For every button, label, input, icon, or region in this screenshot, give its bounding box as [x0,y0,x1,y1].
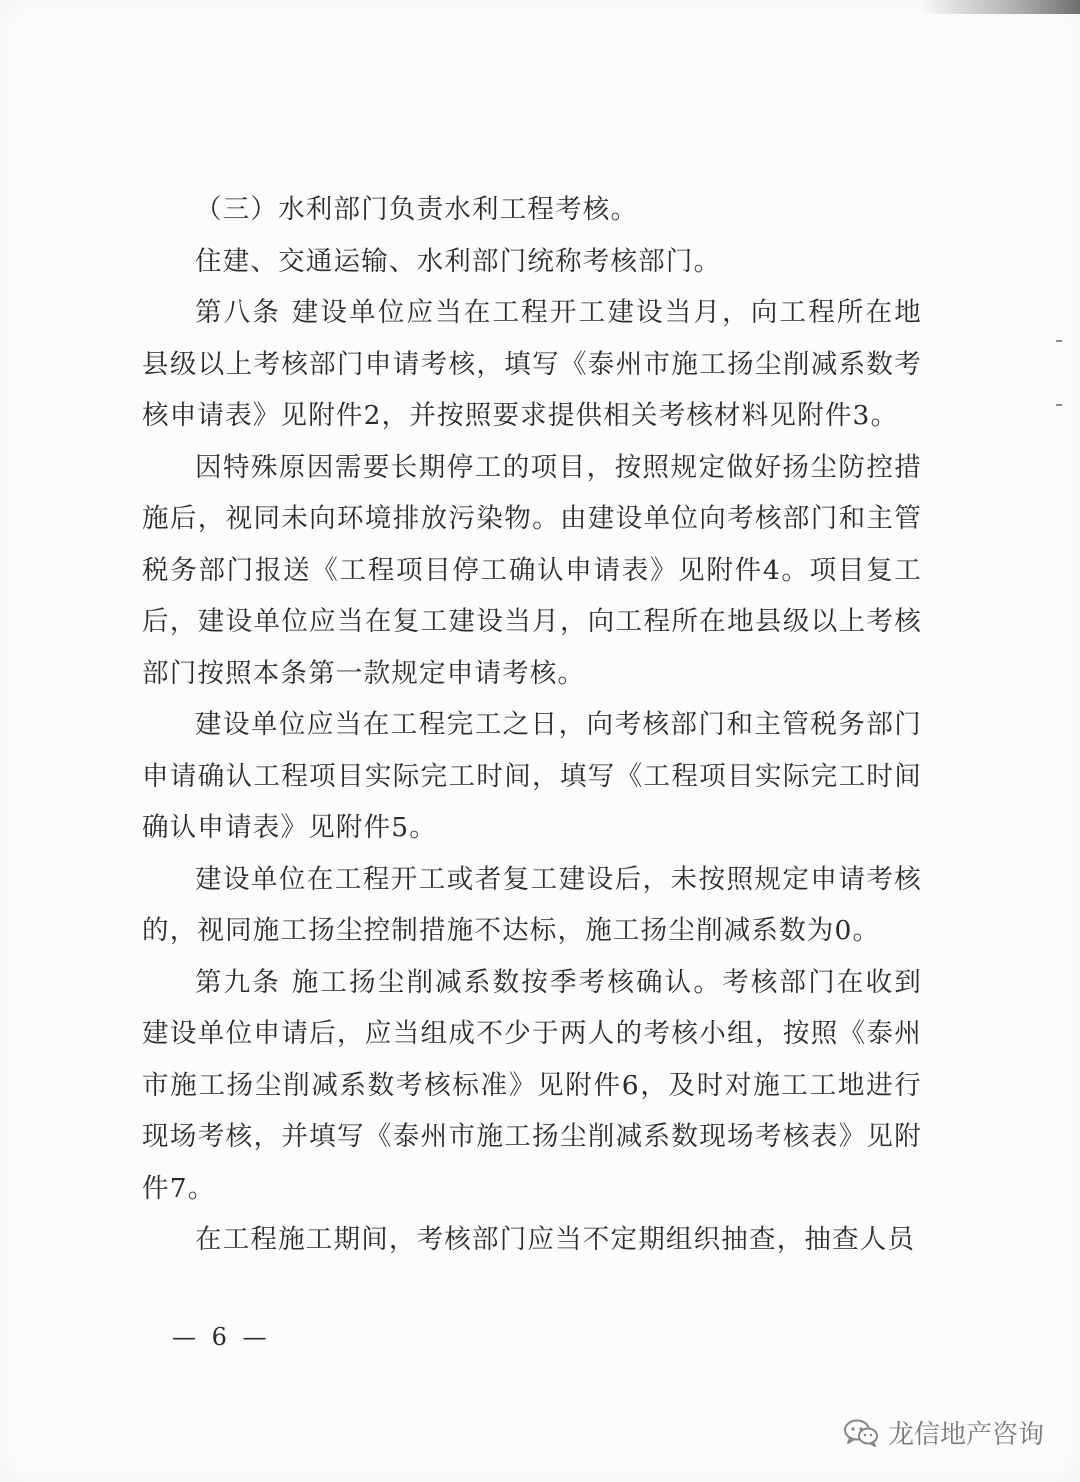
page-number: — 6 — [172,1323,271,1351]
scan-margin-mark [1056,340,1062,342]
paragraph: （三）水利部门负责水利工程考核。 [195,194,639,225]
document-body [142,184,922,1266]
watermark [844,1414,1044,1451]
watermark-text: 龙信地产咨询 [887,1420,1044,1450]
scan-margin-mark [1056,404,1062,406]
paragraph: 第九条 施工扬尘削减系数按季考核确认。考核部门在收到建设单位申请后，应当组成不少于两人的考核小组，按照《泰州市施工扬尘削减系数考核标准》见附件6，及时对施工工地进行现场考核，并填写《泰州市施工扬尘削减系数现场考核表》见附件7。 [142,966,922,1204]
paragraph: 第八条 建设单位应当在工程开工建设当月，向工程所在地县级以上考核部门申请考核，填写《泰州市施工扬尘削减系数考核申请表》见附件2，并按照要求提供相关考核材料见附件3。 [142,297,922,431]
wechat-icon [844,1419,878,1447]
paragraph: 住建、交通运输、水利部门统称考核部门。 [195,245,722,277]
scan-edge-shadow [920,0,1080,14]
paragraph: 在工程施工期间，考核部门应当不定期组织抽查，抽查人员 [195,1224,916,1255]
paragraph: 因特殊原因需要长期停工的项目，按照规定做好扬尘防控措施后，视同未向环境排放污染物。由建设单位向考核部门和主管税务部门报送《工程项目停工确认申请表》见附件4。项目复工后，建设单位应当在复工建设当月，向工程所在地县级以上考核部门按照本条第一款规定申请考核。 [142,451,922,689]
paragraph: 建设单位应当在工程完工之日，向考核部门和主管税务部门申请确认工程项目实际完工时间，填写《工程项目实际完工时间确认申请表》见附件5。 [142,709,922,843]
paragraph: 建设单位在工程开工或者复工建设后，未按照规定申请考核的，视同施工扬尘控制措施不达标，施工扬尘削减系数为0。 [142,863,922,946]
